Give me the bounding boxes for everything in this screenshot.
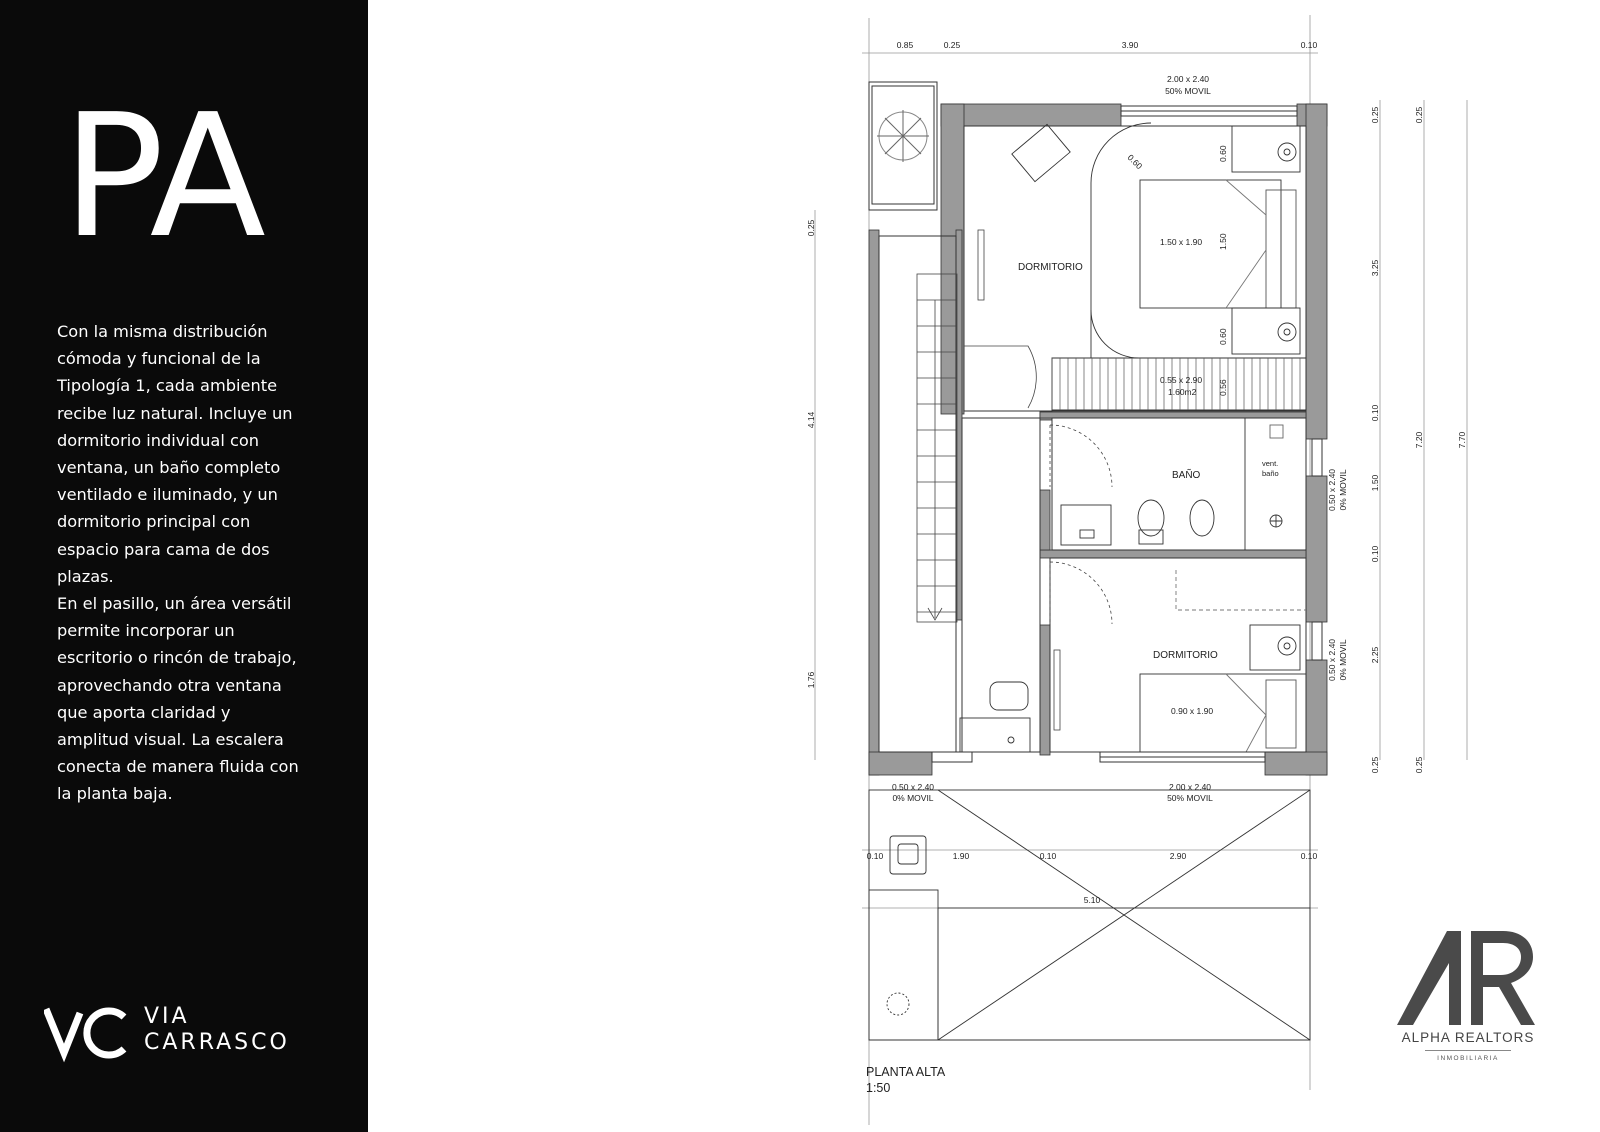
walls [869, 104, 1327, 775]
dimensions-right [1370, 106, 1467, 773]
brand-divider [1425, 1050, 1511, 1051]
dim-bottom-total: 5.10 [1083, 895, 1101, 905]
dimensions-bottom [867, 851, 1318, 905]
brand-line-1: VIA [144, 1004, 190, 1029]
terrace [866, 790, 1310, 1040]
dim-right-outer: 7.70 [1457, 431, 1467, 449]
radius-label: 0.60 [1125, 152, 1145, 172]
room-labels [1018, 262, 1218, 661]
dim-right-mid-1: 0.25 [1414, 106, 1424, 124]
brand-name: ALPHA REALTORS [1401, 1030, 1535, 1045]
bedroom-main-furniture [1012, 123, 1300, 358]
description-paragraph-2: En el pasillo, un área versátil permite incorporar un escritorio o rincón de trabajo, aprovechando otra ventana que aporta claridad y amplitud visual. La escalera conecta de manera fluida con la planta baja. [57, 594, 299, 804]
dim-top-1: 0.85 [896, 40, 914, 50]
windows [932, 106, 1322, 762]
window-bottom-left-size: 0.50 x 2.40 [891, 782, 935, 792]
dimensions-top [897, 40, 1318, 50]
bed-single-size: 0.90 x 1.90 [1171, 706, 1214, 716]
description [57, 318, 307, 808]
bathroom-fixtures [1061, 418, 1306, 550]
room-label-single-bedroom: DORMITORIO [1153, 650, 1218, 661]
dim-top-2: 0.25 [943, 40, 961, 50]
night-bottom-dim: 0.60 [1218, 328, 1228, 345]
dim-right-3: 0.10 [1370, 404, 1380, 422]
night-top-dim: 0.60 [1218, 145, 1228, 162]
dim-right-5: 0.10 [1370, 545, 1380, 563]
window-bottom-left-type: 0% MOVIL [892, 793, 934, 803]
dim-top-4: 0.10 [1300, 40, 1318, 50]
dim-bottom-5: 0.10 [1300, 851, 1318, 861]
bed-main-size: 1.50 x 1.90 [1160, 237, 1203, 247]
dim-right-mid-2: 7.20 [1414, 431, 1424, 449]
plan-title [866, 1064, 945, 1096]
bed-side-dim: 1.50 [1218, 233, 1228, 250]
description-paragraph-1: Con la misma distribución cómoda y funcional de la Tipología 1, cada ambiente recibe luz natural. Incluye un dormitorio individual con ventana, un baño completo ventilado e iluminado, y un dormitorio principal con espacio para cama de dos plazas. [57, 322, 293, 586]
closet-area: 1.60m2 [1168, 387, 1197, 397]
dim-left-2: 4.14 [806, 411, 816, 429]
planter [869, 82, 937, 210]
window-right1-size: 0.50 x 2.40 [1327, 468, 1337, 512]
dim-right-7: 0.25 [1370, 756, 1380, 774]
sidebar [0, 0, 368, 1132]
page-title: PA [62, 78, 262, 276]
brand-line-2: CARRASCO [144, 1030, 290, 1055]
dim-top-3: 3.90 [1121, 40, 1139, 50]
annotation-labels [892, 74, 1348, 803]
dim-left-1: 0.25 [806, 219, 816, 237]
room-label-bathroom: BAÑO [1172, 470, 1201, 481]
vent-label: vent. [1262, 459, 1279, 468]
dim-right-2: 3.25 [1370, 259, 1380, 277]
vent-label-2: baño [1262, 469, 1279, 478]
window-bottom-type: 50% MOVIL [1167, 793, 1213, 803]
window-top-type: 50% MOVIL [1165, 86, 1211, 96]
stairs [917, 274, 957, 622]
dim-right-1: 0.25 [1370, 106, 1380, 124]
window-right2-size: 0.50 x 2.40 [1327, 638, 1337, 682]
dimensions-left [806, 219, 816, 688]
dim-left-3: 1.76 [806, 671, 816, 689]
dim-right-mid-3: 0.25 [1414, 756, 1424, 774]
dim-bottom-1: 0.10 [866, 851, 884, 861]
dim-bottom-2: 1.90 [952, 851, 970, 861]
guide-lines [815, 15, 1467, 1125]
window-bottom-size: 2.00 x 2.40 [1168, 782, 1212, 792]
dim-right-6: 2.25 [1370, 646, 1380, 664]
closet-size: 0.55 x 2.90 [1160, 375, 1203, 385]
doors [964, 230, 1112, 730]
room-label-main-bedroom: DORMITORIO [1018, 262, 1083, 273]
window-right2-type: 0% MOVIL [1338, 639, 1348, 681]
interior-lines [879, 126, 1306, 752]
window-right1-type: 0% MOVIL [1338, 469, 1348, 511]
window-top-size: 2.00 x 2.40 [1166, 74, 1210, 84]
closet-depth-dim: 0.56 [1218, 379, 1228, 396]
brand-wordmark [144, 1004, 290, 1056]
plan-title-name: PLANTA ALTA [866, 1065, 946, 1079]
dim-bottom-4: 2.90 [1169, 851, 1187, 861]
dim-bottom-3: 0.10 [1039, 851, 1057, 861]
brand-subtitle: INMOBILIARIA [1437, 1055, 1499, 1062]
bedroom-single-furniture [960, 570, 1306, 752]
plan-title-scale: 1:50 [866, 1081, 891, 1095]
dim-right-4: 1.50 [1370, 474, 1380, 492]
